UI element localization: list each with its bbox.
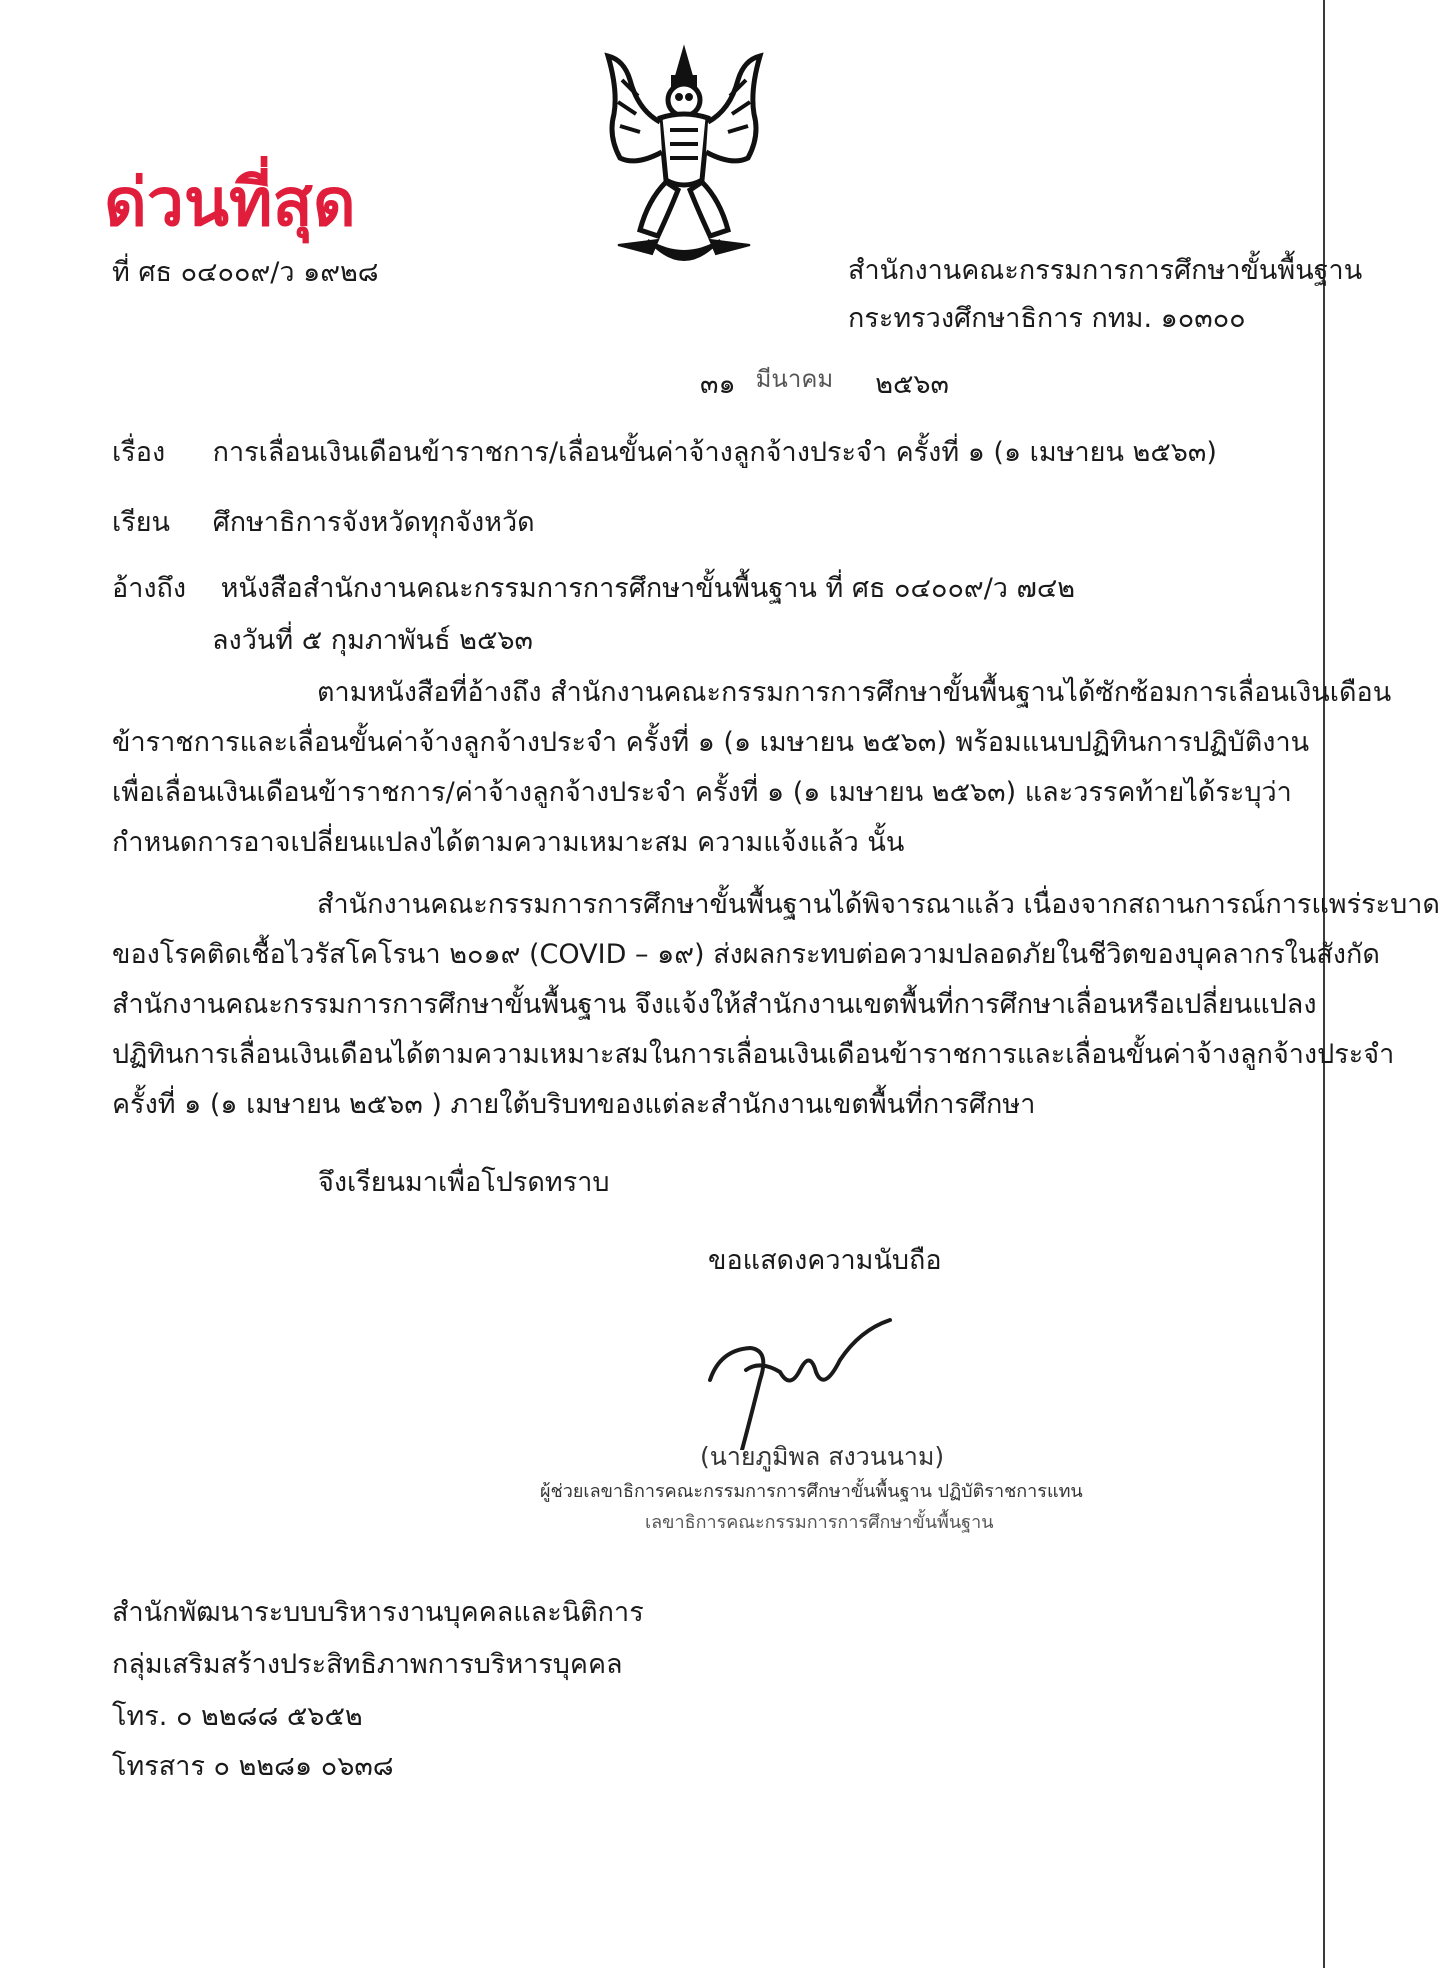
paragraph-line: ครั้งที่ ๑ (๑ เมษายน ๒๕๖๓ ) ภายใต้บริบทของแต่ละสำนักงานเขตพื้นที่การศึกษา [112, 1089, 1036, 1120]
date-day: ๓๑ [700, 369, 736, 400]
reference-line1: หนังสือสำนักงานคณะกรรมการการศึกษาขั้นพื้นฐาน ที่ ศธ ๐๔๐๐๙/ว ๗๔๒ [220, 573, 1076, 604]
paragraph-2 [112, 880, 1440, 1130]
paragraph-line: สำนักงานคณะกรรมการการศึกษาขั้นพื้นฐาน จึงแจ้งให้สำนักงานเขตพื้นที่การศึกษาเลื่อนหรือเปลี่ยนแปลง [112, 989, 1317, 1020]
office-address: กระทรวงศึกษาธิการ กทม. ๑๐๓๐๐ [848, 303, 1246, 334]
recipient-label: เรียน [112, 507, 171, 538]
recipient-text: ศึกษาธิการจังหวัดทุกจังหวัด [212, 507, 535, 538]
paragraph-line: กำหนดการอาจเปลี่ยนแปลงได้ตามความเหมาะสม ความแจ้งแล้ว นั้น [112, 827, 905, 858]
letter-date [700, 362, 949, 405]
office-name: สำนักงานคณะกรรมการการศึกษาขั้นพื้นฐาน [848, 255, 1363, 286]
reference-line2: ลงวันที่ ๕ กุมภาพันธ์ ๒๕๖๓ [212, 625, 533, 656]
reference-label: อ้างถึง [112, 573, 187, 604]
date-year: ๒๕๖๓ [875, 369, 950, 400]
footer-fax: โทรสาร ๐ ๒๒๘๑ ๐๖๓๘ [112, 1751, 394, 1782]
document-number: ที่ ศธ ๐๔๐๐๙/ว ๑๙๒๘ [112, 257, 379, 288]
paragraph-line: ข้าราชการและเลื่อนขั้นค่าจ้างลูกจ้างประจำ ครั้งที่ ๑ (๑ เมษายน ๒๕๖๓) พร้อมแนบปฏิทินการปฏิบัติงาน [112, 727, 1310, 758]
footer-group: กลุ่มเสริมสร้างประสิทธิภาพการบริหารบุคคล [112, 1649, 623, 1680]
subject-label: เรื่อง [112, 437, 166, 468]
paragraph-line: สำนักงานคณะกรรมการการศึกษาขั้นพื้นฐานได้พิจารณาแล้ว เนื่องจากสถานการณ์การแพร่ระบาด [317, 889, 1440, 920]
paragraph-line: ของโรคติดเชื้อไวรัสโคโรนา ๒๐๑๙ (COVID – ๑๙) ส่งผลกระทบต่อความปลอดภัยในชีวิตของบุคลากรในสังกัด [112, 939, 1380, 970]
paragraph-line: ตามหนังสือที่อ้างถึง สำนักงานคณะกรรมการการศึกษาขั้นพื้นฐานได้ซักซ้อมการเลื่อนเงินเดือน [317, 677, 1392, 708]
paragraph-line: ปฏิทินการเลื่อนเงินเดือนได้ตามความเหมาะสมในการเลื่อนเงินเดือนข้าราชการและเลื่อนขั้นค่าจ้างลูกจ้างประจำ [112, 1039, 1395, 1070]
subject-text: การเลื่อนเงินเดือนข้าราชการ/เลื่อนขั้นค่าจ้างลูกจ้างประจำ ครั้งที่ ๑ (๑ เมษายน ๒๕๖๓) [212, 437, 1217, 468]
recipient-row [112, 500, 535, 543]
closing-line: จึงเรียนมาเพื่อโปรดทราบ [318, 1167, 610, 1198]
handwritten-signature [700, 1300, 930, 1450]
reference-row [112, 566, 1075, 609]
footer-phone: โทร. ๐ ๒๒๘๘ ๕๖๕๒ [112, 1701, 363, 1732]
subject-row [112, 430, 1217, 473]
paragraph-1 [112, 668, 1392, 868]
regards-line: ขอแสดงความนับถือ [708, 1245, 942, 1276]
signer-position-secondary: เลขาธิการคณะกรรมการการศึกษาขั้นพื้นฐาน [645, 1512, 994, 1533]
date-month: มีนาคม [755, 365, 834, 393]
footer-department: สำนักพัฒนาระบบบริหารงานบุคคลและนิติการ [112, 1597, 644, 1628]
signer-name: (นายภูมิพล สงวนนาม) [700, 1442, 945, 1471]
garuda-emblem-icon [578, 40, 790, 285]
urgent-stamp: ด่วนที่สุด [104, 164, 356, 241]
signer-position: ผู้ช่วยเลขาธิการคณะกรรมการการศึกษาขั้นพื้นฐาน ปฏิบัติราชการแทน [540, 1481, 1083, 1502]
paragraph-line: เพื่อเลื่อนเงินเดือนข้าราชการ/ค่าจ้างลูกจ้างประจำ ครั้งที่ ๑ (๑ เมษายน ๒๕๖๓) และวรรคท้ายได้ระบุว่า [112, 777, 1292, 808]
